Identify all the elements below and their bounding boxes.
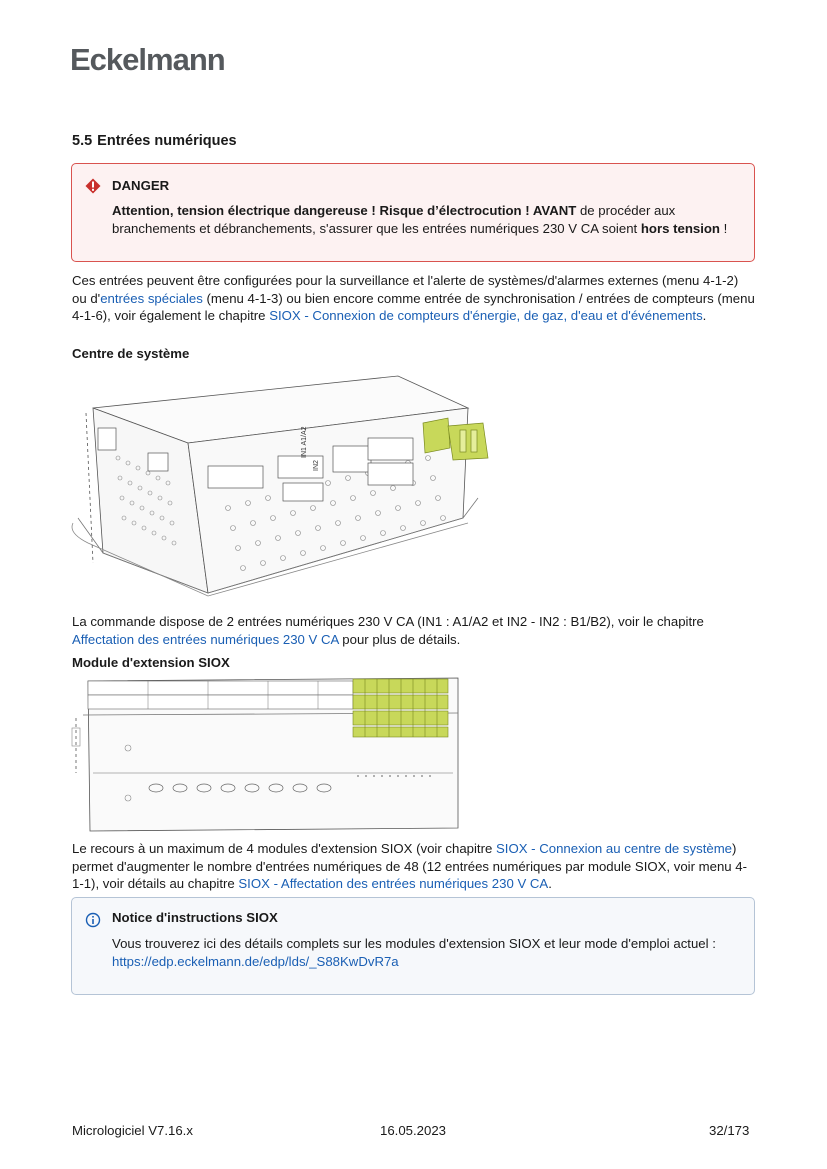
system-center-figure [68,368,508,598]
intro-text-3: . [702,308,707,323]
link-siox-affectation[interactable]: SIOX - Affectation des entrées numériques 230 V CA [238,876,549,891]
danger-text-mid: de procéder aux branchements et débranchements, s'assurer que les entrées numériques 230 V CA soient [112,203,676,236]
eckelmann-logo: Eckelmann [70,42,225,77]
figure-label-in1: IN1 A1/A2 [301,426,308,458]
intro-paragraph [72,272,756,325]
commande-paragraph [72,613,756,648]
danger-warning-icon [85,178,101,194]
section-number: 5.5 [72,133,93,149]
info-icon [85,912,101,928]
intro-text-1: Ces entrées peuvent être configurées pour la surveillance et l'alerte de systèmes/d'alarmes externes (menu 4-1-2) ou d' [72,273,739,306]
section-title-text: Entrées numériques [97,133,237,149]
danger-text-bold: Attention, tension électrique dangereuse ! Risque d’électrocution ! AVANT [112,203,577,218]
footer-version: Micrologiciel V7.16.x [72,1123,193,1138]
danger-text [112,202,732,237]
system-center-heading: Centre de système [72,346,190,361]
commande-text-1: La commande dispose de 2 entrées numériques 230 V CA (IN1 : A1/A2 et IN2 - IN2 : B1/B2), voir le chapitre [72,614,704,629]
recours-text-2: ) permet d'augmenter le nombre d'entrées numériques de 48 (12 entrées numériques par module SIOX, voir menu 4-1-1), voir détails au chapitre [72,841,748,891]
footer-page-number: 32/173 [709,1123,750,1138]
danger-text-bold2: hors tension [640,220,720,236]
notice-text-block [112,935,732,970]
footer-date: 16.05.2023 [380,1123,447,1138]
link-affectation-entrees[interactable]: Affectation des entrées numériques 230 V CA [72,631,339,647]
link-siox-connexion[interactable]: SIOX - Connexion au centre de système [495,841,733,856]
siox-module-figure [68,673,463,833]
section-title [72,133,237,151]
danger-callout [71,163,755,262]
recours-text-3: . [548,876,552,891]
link-entrees-speciales[interactable]: entrées spéciales [100,290,203,306]
recours-paragraph [72,840,756,893]
notice-url-link[interactable]: https://edp.eckelmann.de/edp/lds/_S88KwDvR7a [112,953,399,969]
recours-text-1: Le recours à un maximum de 4 modules d'extension SIOX (voir chapitre [72,841,496,856]
siox-heading: Module d'extension SIOX [72,655,230,670]
notice-title: Notice d'instructions SIOX [112,910,278,925]
notice-callout [71,897,755,995]
danger-title: DANGER [112,178,170,193]
notice-text: Vous trouverez ici des détails complets sur les modules d'extension SIOX et leur mode d'emploi actuel : [112,936,716,951]
link-siox-compteurs[interactable]: SIOX - Connexion de compteurs d'énergie, de gaz, d'eau et d'événements [269,308,703,323]
intro-text-2: (menu 4-1-3) ou bien encore comme entrée de synchronisation / entrées de compteurs (menu 4-1-6), voir également le chapitre [72,290,755,323]
figure-label-in2: IN2 [313,460,320,471]
danger-text-end: ! [720,220,728,236]
commande-text-2: pour plus de détails. [338,631,461,647]
